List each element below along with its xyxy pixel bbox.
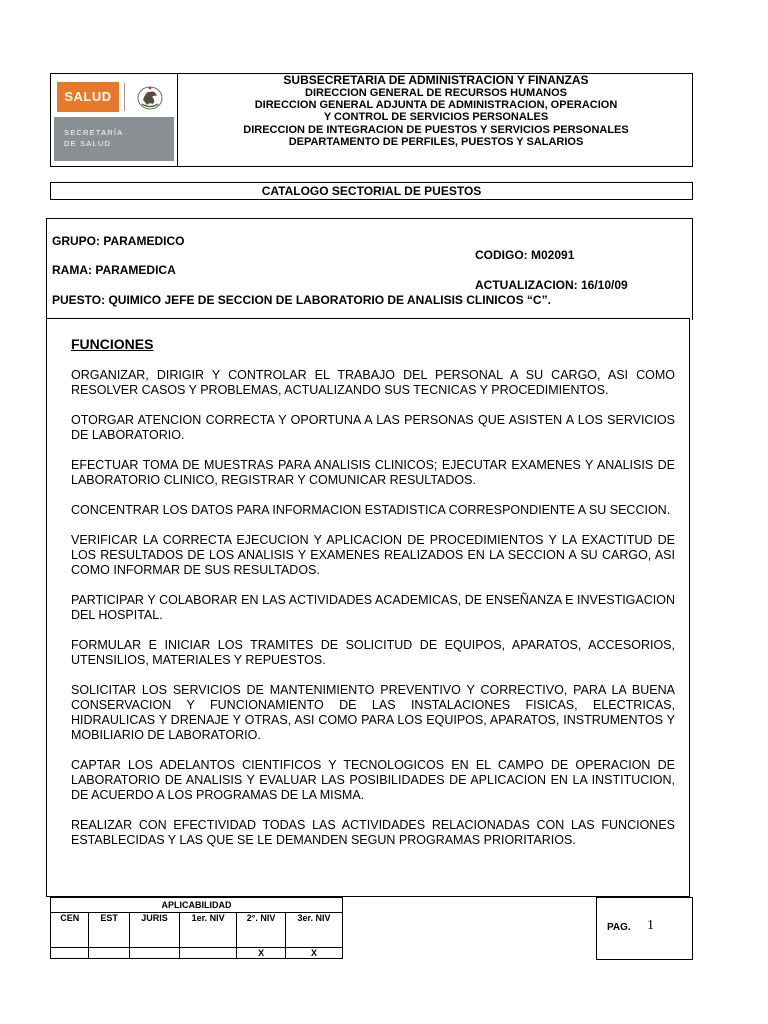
apl-mark-est xyxy=(89,948,129,959)
page-label: PAG. xyxy=(607,922,631,933)
function-item: OTORGAR ATENCION CORRECTA Y OPORTUNA A LAS PERSONAS QUE ASISTEN A LOS SERVICIOS DE LABORATORIO. xyxy=(71,413,675,442)
actualizacion-label: ACTUALIZACION: 16/10/09 xyxy=(475,278,628,292)
function-item: VERIFICAR LA CORRECTA EJECUCION Y APLICACION DE PROCEDIMIENTOS Y LA EXACTITUD DE LOS RESULTADOS DE LOS ANALISIS Y EXAMENES REALIZADOS EN LA SECCION A SU CARGO, ASI COMO INFORMAR DE SUS RESULTADOS. xyxy=(71,533,675,577)
function-item: CONCENTRAR LOS DATOS PARA INFORMACION ESTADISTICA CORRESPONDIENTE A SU SECCION. xyxy=(71,503,671,517)
function-item: SOLICITAR LOS SERVICIOS DE MANTENIMIENTO PREVENTIVO Y CORRECTIVO, PARA LA BUENA CONSERVACION Y FUNCIONAMIENTO DE LAS INSTALACIONES FISICAS, ELECTRICAS, HIDRAULICAS Y DRENAJE Y OTRAS, ASI COMO PARA LOS EQUIPOS, APARATOS, INSTRUMENTOS Y MOBILIARIO DE LABORATORIO. xyxy=(71,683,675,742)
apl-mark-3er-niv: X xyxy=(286,948,343,959)
aplicabilidad-table xyxy=(50,897,343,959)
apl-mark-cen xyxy=(51,948,89,959)
page-number-box xyxy=(596,897,693,960)
apl-mark-juris xyxy=(129,948,179,959)
grupo-label: GRUPO: PARAMEDICO xyxy=(52,234,185,248)
apl-header-1er-niv: 1er. NIV xyxy=(180,913,237,948)
functions-list xyxy=(71,368,675,863)
header-line: DIRECCION GENERAL ADJUNTA DE ADMINISTRACION, OPERACION xyxy=(254,99,618,112)
aplicabilidad-title: APLICABILIDAD xyxy=(51,898,343,913)
header-line: SUBSECRETARIA DE ADMINISTRACION Y FINANZAS xyxy=(283,73,589,87)
header-titles xyxy=(181,74,691,148)
codigo-label: CODIGO: M02091 xyxy=(475,248,575,262)
apl-mark-2do-niv: X xyxy=(237,948,286,959)
function-item: REALIZAR CON EFECTIVIDAD TODAS LAS ACTIVIDADES RELACIONADAS CON LAS FUNCIONES ESTABLECIDAS Y LAS QUE SE LE DEMANDEN SEGUN PROGRAMAS PRIORITARIOS. xyxy=(71,818,675,847)
header-line: DEPARTAMENTO DE PERFILES, PUESTOS Y SALARIOS xyxy=(288,135,584,148)
functions-section xyxy=(46,318,690,897)
apl-header-3er-niv: 3er. NIV xyxy=(286,913,343,948)
salud-brand: SALUD xyxy=(57,82,119,112)
function-item: FORMULAR E INICIAR LOS TRAMITES DE SOLICITUD DE EQUIPOS, APARATOS, ACCESORIOS, UTENSILIOS, MATERIALES Y REPUESTOS. xyxy=(71,638,675,667)
header-line: Y CONTROL DE SERVICIOS PERSONALES xyxy=(323,111,549,124)
puesto-label: PUESTO: QUIMICO JEFE DE SECCION DE LABORATORIO DE ANALISIS CLINICOS “C”. xyxy=(52,293,551,307)
secretaria-label: SECRETARÍA DE SALUD xyxy=(64,128,124,148)
apl-header-est: EST xyxy=(89,913,129,948)
logo-cell xyxy=(51,74,178,166)
header-line: DIRECCION DE INTEGRACION DE PUESTOS Y SERVICIOS PERSONALES xyxy=(243,123,629,136)
document-header xyxy=(50,73,693,167)
apl-mark-1er-niv xyxy=(180,948,237,959)
function-item: EFECTUAR TOMA DE MUESTRAS PARA ANALISIS CLINICOS; EJECUTAR EXAMENES Y ANALISIS DE LABORATORIO CLINICO, REGISTRAR Y COMUNICAR RESULTADOS. xyxy=(71,458,675,487)
catalog-title: CATALOGO SECTORIAL DE PUESTOS xyxy=(50,182,693,200)
function-item: ORGANIZAR, DIRIGIR Y CONTROLAR EL TRABAJO DEL PERSONAL A SU CARGO, ASI COMO RESOLVER CASOS Y PROBLEMAS, ACTUALIZANDO SUS TECNICAS Y PROCEDIMIENTOS. xyxy=(71,368,675,397)
function-item: CAPTAR LOS ADELANTOS CIENTIFICOS Y TECNOLOGICOS EN EL CAMPO DE OPERACION DE LABORATORIO DE ANALISIS Y EVALUAR LAS POSIBILIDADES DE APLICACION EN LA INSTITUCION, DE ACUERDO A LOS PROGRAMAS DE LA MISMA. xyxy=(71,758,675,802)
apl-header-2do-niv: 2°. NIV xyxy=(237,913,286,948)
header-line: DIRECCION GENERAL DE RECURSOS HUMANOS xyxy=(305,87,567,99)
function-item: PARTICIPAR Y COLABORAR EN LAS ACTIVIDADES ACADEMICAS, DE ENSEÑANZA E INVESTIGACION DEL HOSPITAL. xyxy=(71,593,675,622)
page-number: 1 xyxy=(647,918,654,933)
rama-label: RAMA: PARAMEDICA xyxy=(52,263,176,277)
position-info xyxy=(46,218,693,320)
eagle-emblem-icon xyxy=(134,82,166,112)
apl-header-cen: CEN xyxy=(51,913,89,948)
functions-title: FUNCIONES xyxy=(71,336,154,352)
apl-header-juris: JURIS xyxy=(129,913,179,948)
salud-logo xyxy=(54,77,174,161)
